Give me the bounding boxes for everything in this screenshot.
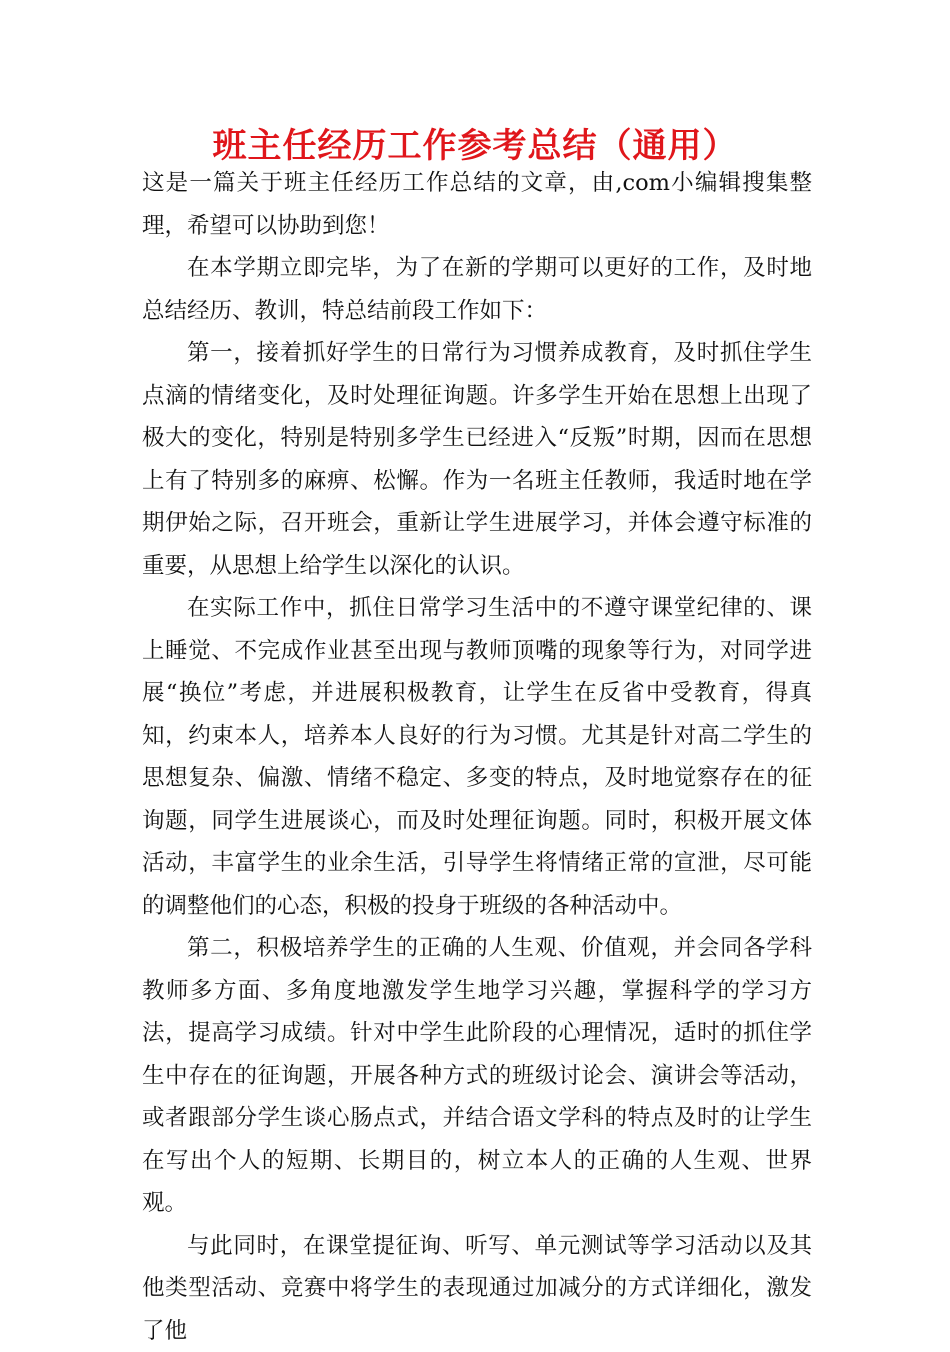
document-title: 班主任经历工作参考总结（通用） [0, 124, 950, 168]
paragraph: 第二，积极培养学生的正确的人生观、价值观，并会同各学科教师多方面、多角度地激发学生地学习兴趣，掌握科学的学习方法，提高学习成绩。针对中学生此阶段的心理情况，适时的抓住学生中存在的征询题，开展各种方式的班级讨论会、演讲会等活动，或者跟部分学生谈心肠点式，并结合语文学科的特点及时的让学生在写出个人的短期、长期目的，树立本人的正确的人生观、世界观。 [142, 927, 812, 1225]
paragraph: 在本学期立即完毕，为了在新的学期可以更好的工作，及时地总结经历、教训，特总结前段工作如下： [142, 247, 812, 332]
paragraph-intro: 这是一篇关于班主任经历工作总结的文章，由,com小编辑搜集整理，希望可以协助到您！ [142, 162, 812, 247]
paragraph: 与此同时，在课堂提征询、听写、单元测试等学习活动以及其他类型活动、竞赛中将学生的表现通过加减分的方式详细化，激发了他 [142, 1225, 812, 1352]
document-body [142, 162, 812, 1352]
paragraph: 在实际工作中，抓住日常学习生活中的不遵守课堂纪律的、课上睡觉、不完成作业甚至出现与教师顶嘴的现象等行为，对同学进展“换位”考虑，并进展积极教育，让学生在反省中受教育，得真知，约束本人，培养本人良好的行为习惯。尤其是针对高二学生的思想复杂、偏激、情绪不稳定、多变的特点，及时地觉察存在的征询题，同学生进展谈心，而及时处理征询题。同时，积极开展文体活动，丰富学生的业余生活，引导学生将情绪正常的宣泄，尽可能的调整他们的心态，积极的投身于班级的各种活动中。 [142, 587, 812, 927]
paragraph: 第一，接着抓好学生的日常行为习惯养成教育，及时抓住学生点滴的情绪变化，及时处理征询题。许多学生开始在思想上出现了极大的变化，特别是特别多学生已经进入“反叛”时期，因而在思想上有了特别多的麻痹、松懈。作为一名班主任教师，我适时地在学期伊始之际，召开班会，重新让学生进展学习，并体会遵守标准的重要，从思想上给学生以深化的认识。 [142, 332, 812, 587]
